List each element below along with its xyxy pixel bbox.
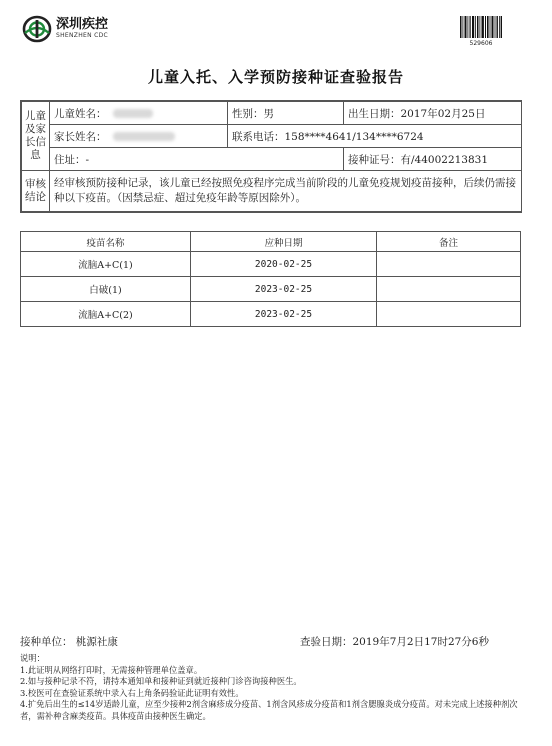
vaccine-due-date: 2020-02-25: [191, 252, 377, 277]
report-title: 儿童入托、入学预防接种证查验报告: [147, 68, 404, 86]
table-row: [21, 252, 521, 277]
birth-date-cell: 出生日期：2017年02月25日: [344, 102, 522, 125]
parent-name-redacted: [113, 132, 175, 141]
note-item: 4.扩免后出生的≤14岁适龄儿童，应至少接种2剂含麻疹成分疫苗、1剂含风疹成分疫苗和1剂含腮腺炎成分疫苗。对未完成上述接种剂次者，需补种含麻类疫苗。具体疫苗由接种医生确定。: [20, 699, 518, 721]
gender-cell: 性别：男: [228, 102, 344, 125]
conclusion-text: 经审核预防接种记录，该儿童已经按照免疫程序完成当前阶段的儿童免疫规划疫苗接种，后续仍需接种以下疫苗。（因禁忌症、超过免疫年龄等原因除外）。: [50, 171, 522, 212]
due-date-header: 应种日期: [191, 232, 377, 252]
note-item: 2.如与接种记录不符，请持本通知单和接种证到就近接种门诊咨询接种医生。: [20, 676, 302, 686]
table-row: [21, 302, 521, 327]
conclusion-label: 审核结论: [22, 171, 50, 212]
vaccine-note: [377, 302, 521, 327]
note-item: 1.此证明从网络打印时，无需接种管理单位盖章。: [20, 664, 203, 675]
notes-title: 说明：: [20, 653, 45, 663]
vaccine-note: [377, 252, 521, 277]
check-date: 查验日期：2019年7月2日17时27分6秒: [300, 636, 489, 648]
vaccine-name-header: 疫苗名称: [21, 232, 191, 252]
vaccine-name: 白破(1): [21, 277, 191, 302]
vaccine-note: [377, 277, 521, 302]
remarks-header: 备注: [377, 232, 521, 252]
vaccination-unit: 接种单位： 桃源社康: [20, 636, 118, 648]
parent-name-cell: [50, 125, 228, 148]
barcode-number: 529606: [469, 40, 493, 47]
parent-name-label: 家长姓名：: [54, 130, 107, 143]
cdc-logo-icon: [22, 14, 52, 44]
table-row: [21, 277, 521, 302]
cdc-logo: [22, 14, 108, 44]
notes-section: [20, 653, 530, 722]
child-name-redacted: [113, 109, 153, 118]
logo-chinese-text: 深圳疾控: [56, 17, 109, 32]
vaccine-table: [20, 231, 520, 327]
note-item: 3.校医可在查验证系统中录入右上角条码验证此证明有效性。: [20, 687, 244, 698]
phone-cell: 联系电话：158****4641/134****6724: [228, 125, 522, 148]
child-name-cell: [50, 102, 228, 125]
info-section-label: 儿童及家长信息: [22, 102, 50, 171]
child-info-table: [20, 100, 522, 213]
address-cell: 住址：-: [50, 148, 344, 171]
child-name-label: 儿童姓名：: [54, 107, 107, 120]
vaccine-due-date: 2023-02-25: [191, 302, 377, 327]
vaccine-name: 流脑A+C(2): [21, 302, 191, 327]
cert-number-cell: 接种证号：有/44002213831: [344, 148, 522, 171]
vaccine-due-date: 2023-02-25: [191, 277, 377, 302]
logo-english-text: SHENZHEN CDC: [56, 32, 109, 39]
vaccine-name: 流脑A+C(1): [21, 252, 191, 277]
barcode: [460, 16, 502, 38]
